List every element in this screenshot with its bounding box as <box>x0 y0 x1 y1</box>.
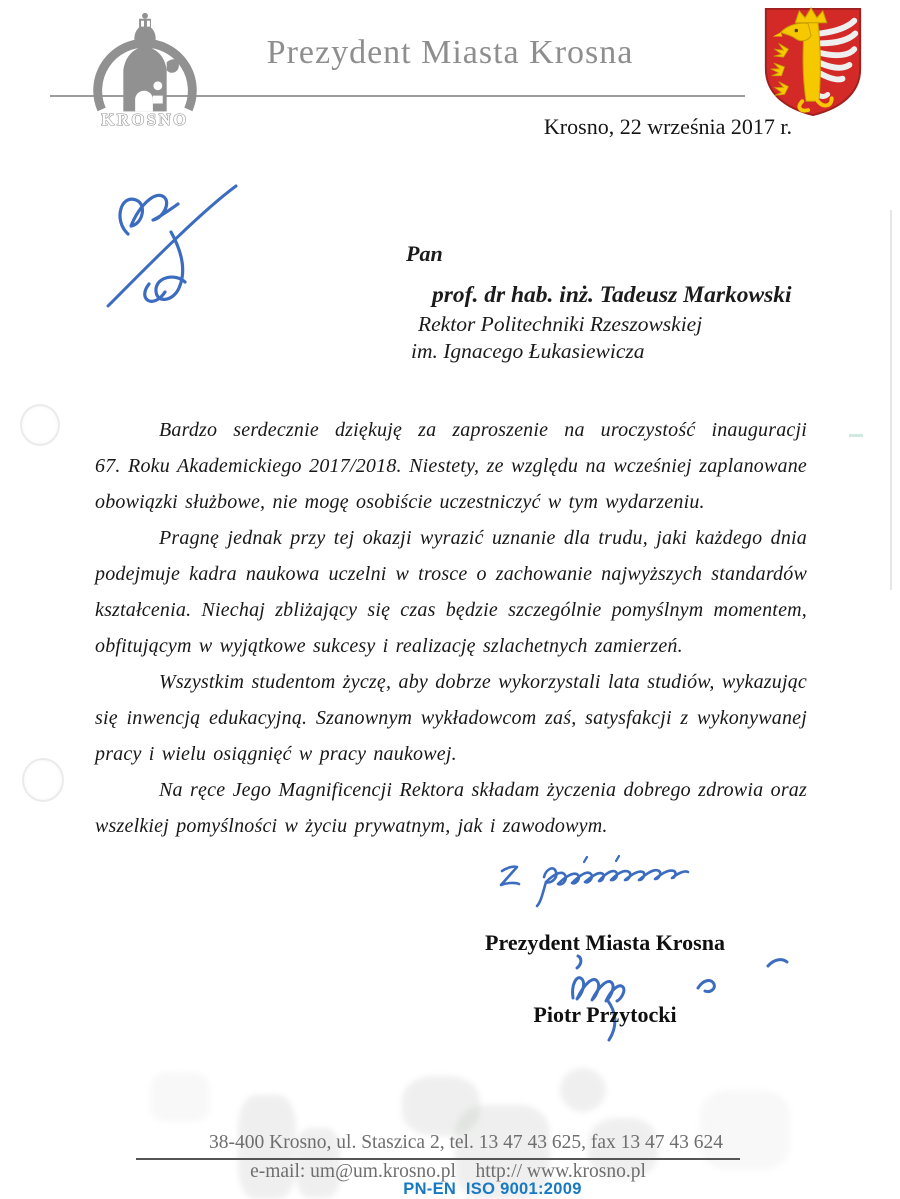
handwritten-closing <box>488 845 713 911</box>
letter-body-line: Pragnę jednak przy tej okazji wyrazić uznanie dla trudu, jaki każdego dnia <box>159 527 807 549</box>
letter-body-line: się inwencją edukacyjną. Szanownym wykładowcom zaś, satysfakcji z wykonywanej <box>95 707 807 729</box>
footer-watermark <box>560 1068 606 1112</box>
handwritten-paraph <box>103 176 253 316</box>
punch-hole-bottom <box>22 758 64 802</box>
letter-body-line: obfitującym w wyjątkowe sukcesy i realizację szlachetnych zamierzeń. <box>95 635 683 657</box>
letterhead-title: Prezydent Miasta Krosna <box>266 34 634 71</box>
letter-body-line: Na ręce Jego Magnificencji Rektora składam życzenia dobrego zdrowia oraz <box>159 779 807 801</box>
footer-iso-badge: PN-EN ISO 9001:2009 <box>403 1180 582 1198</box>
addressee-block <box>406 241 792 365</box>
letter-body <box>95 412 807 844</box>
letter-body-line: podejmuje kadra naukowa uczelni w trosce o zachowanie najwyższych standardów <box>95 563 807 585</box>
scan-artifact-tick <box>849 434 863 437</box>
letter-body-line: Wszystkim studentom życzę, aby dobrze wykorzystali lata studiów, wykazując <box>159 671 807 693</box>
letter-body-line: Bardzo serdecznie dziękuję za zaproszenie na uroczystość inauguracji <box>159 419 807 441</box>
footer-address: 38-400 Krosno, ul. Staszica 2, tel. 13 47 43 625, fax 13 47 43 624 <box>209 1132 723 1153</box>
signer-title: Prezydent Miasta Krosna <box>485 930 725 955</box>
letter-body-line: kształcenia. Niechaj zbliżający się czas będzie szczególnie pomyślnym momentem, <box>95 599 807 621</box>
date-line: Krosno, 22 września 2017 r. <box>543 114 792 139</box>
krosno-coat-of-arms <box>757 6 869 118</box>
addressee-position: Rektor Politechniki Rzeszowskiej <box>418 312 703 336</box>
signer-name: Piotr Przytocki <box>533 1002 677 1027</box>
letter-body-line: wszelkiej pomyślności w życiu prywatnym, jak i zawodowym. <box>95 815 608 837</box>
letter-body-line: 67. Roku Akademickiego 2017/2018. Niestety, ze względu na wcześniej zaplanowane <box>95 455 807 477</box>
logo-wordmark: KROSNO <box>101 110 189 130</box>
footer-watermark <box>150 1072 210 1122</box>
letter-body-line: pracy i wielu osiągnięć w pracy naukowej. <box>95 743 457 765</box>
addressee-institution: im. Ignacego Łukasiewicza <box>411 339 645 363</box>
letter-body-line: obowiązki służbowe, nie mogę osobiście uczestniczyć w tym wydarzeniu. <box>95 491 705 513</box>
scan-artifact-line <box>890 210 892 590</box>
footer-rule <box>136 1158 740 1160</box>
addressee-name: prof. dr hab. inż. Tadeusz Markowski <box>432 282 792 308</box>
addressee-salutation: Pan <box>406 241 443 266</box>
footer-contact: e-mail: um@um.krosno.pl http:// www.krosno.pl <box>250 1161 646 1182</box>
handwritten-signature <box>548 948 798 1043</box>
punch-hole-top <box>20 404 60 446</box>
